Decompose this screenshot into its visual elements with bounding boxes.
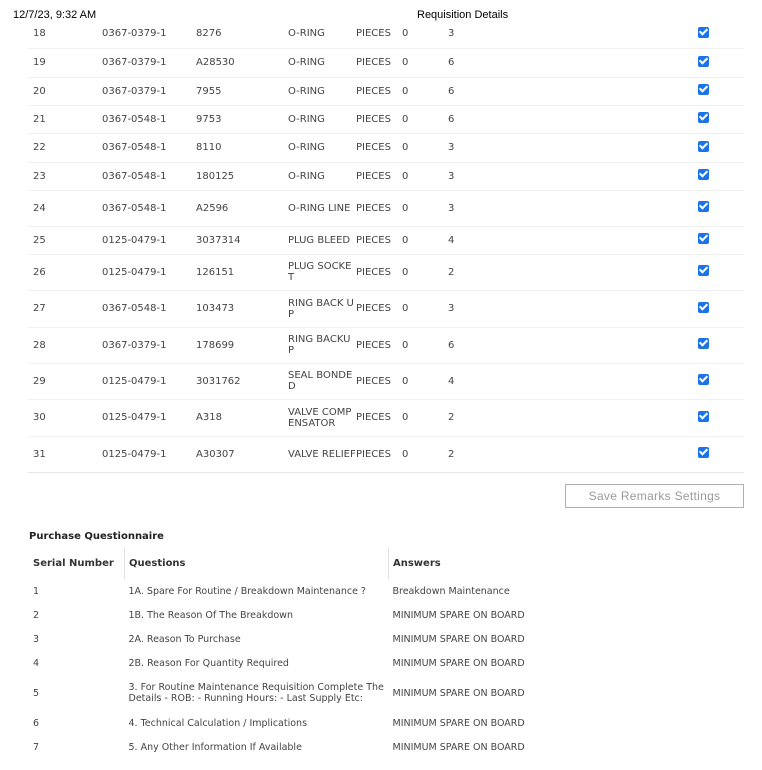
item-description: SEAL BONDED bbox=[288, 370, 353, 392]
questionnaire-question: 1A. Spare For Routine / Breakdown Maintenance ? bbox=[128, 585, 366, 597]
item-quantity: 6 bbox=[448, 85, 455, 97]
item-code: 0367-0548-1 bbox=[102, 142, 167, 153]
item-select-cell bbox=[694, 399, 744, 436]
item-stock: 0 bbox=[402, 266, 409, 278]
item-description: O-RING bbox=[288, 142, 325, 153]
questionnaire-serial: 7 bbox=[33, 741, 40, 753]
item-serial: 24 bbox=[33, 202, 46, 214]
item-select-checkbox[interactable] bbox=[698, 201, 709, 212]
item-serial: 23 bbox=[33, 170, 46, 182]
item-serial: 21 bbox=[33, 113, 46, 125]
purchase-questionnaire-title: Purchase Questionnaire bbox=[29, 531, 164, 542]
item-quantity: 3 bbox=[448, 28, 455, 40]
item-quantity: 6 bbox=[448, 113, 455, 125]
item-select-checkbox[interactable] bbox=[698, 338, 709, 349]
item-select-checkbox[interactable] bbox=[698, 233, 709, 244]
item-code: 0125-0479-1 bbox=[102, 266, 167, 278]
item-quantity: 4 bbox=[448, 234, 455, 246]
item-unit: PIECES bbox=[356, 339, 391, 351]
item-serial: 22 bbox=[33, 142, 46, 153]
questionnaire-serial: 3 bbox=[33, 633, 40, 645]
item-stock: 0 bbox=[402, 234, 409, 246]
questionnaire-row bbox=[29, 603, 529, 627]
item-serial: 19 bbox=[33, 57, 46, 68]
item-description: O-RING bbox=[288, 28, 325, 40]
item-stock: 0 bbox=[402, 448, 409, 460]
item-stock: 0 bbox=[402, 339, 409, 351]
item-stock: 0 bbox=[402, 202, 409, 214]
item-part-number: A28530 bbox=[196, 57, 235, 68]
item-description: PLUG BLEED bbox=[288, 234, 351, 246]
questionnaire-serial: 4 bbox=[33, 657, 40, 669]
item-part-number: A2596 bbox=[196, 202, 229, 214]
item-unit: PIECES bbox=[356, 85, 391, 97]
questionnaire-row bbox=[29, 711, 529, 735]
item-unit: PIECES bbox=[356, 448, 391, 460]
item-row bbox=[28, 162, 744, 190]
item-part-number: 178699 bbox=[196, 339, 235, 351]
item-part-number: 9753 bbox=[196, 113, 222, 125]
questionnaire-answer: MINIMUM SPARE ON BOARD bbox=[392, 657, 525, 669]
item-select-cell bbox=[694, 290, 744, 327]
item-quantity: 3 bbox=[448, 170, 455, 182]
item-unit: PIECES bbox=[356, 266, 391, 278]
questionnaire-answer: Breakdown Maintenance bbox=[392, 585, 510, 597]
item-serial: 26 bbox=[33, 266, 46, 278]
questionnaire-serial: 5 bbox=[33, 687, 40, 699]
questionnaire-question: 1B. The Reason Of The Breakdown bbox=[128, 609, 293, 621]
questionnaire-question: 2A. Reason To Purchase bbox=[128, 633, 241, 645]
item-row bbox=[28, 436, 744, 472]
item-description: O-RING LINE bbox=[288, 202, 351, 214]
item-quantity: 2 bbox=[448, 412, 455, 423]
item-quantity: 3 bbox=[448, 303, 455, 314]
item-unit: PIECES bbox=[356, 303, 391, 314]
questions-header: Questions bbox=[125, 547, 389, 579]
item-description: RING BACK UP bbox=[288, 297, 354, 320]
item-code: 0367-0548-1 bbox=[102, 303, 167, 314]
questionnaire-row bbox=[29, 579, 529, 603]
item-row bbox=[28, 105, 744, 133]
item-part-number: 7955 bbox=[196, 85, 222, 97]
item-part-number: 180125 bbox=[196, 170, 235, 182]
questionnaire-row bbox=[29, 735, 529, 759]
item-part-number: 103473 bbox=[196, 303, 235, 314]
item-stock: 0 bbox=[402, 28, 409, 40]
item-unit: PIECES bbox=[356, 170, 391, 182]
item-part-number: 3037314 bbox=[196, 234, 241, 246]
questionnaire-question: 5. Any Other Information If Available bbox=[128, 741, 302, 753]
item-row bbox=[28, 48, 744, 77]
questionnaire-answer: MINIMUM SPARE ON BOARD bbox=[392, 609, 525, 621]
item-stock: 0 bbox=[402, 85, 409, 97]
serial-number-header: Serial Number bbox=[33, 557, 114, 569]
item-part-number: 126151 bbox=[196, 266, 235, 278]
item-code: 0367-0548-1 bbox=[102, 202, 167, 214]
questionnaire-question: 3. For Routine Maintenance Requisition Complete The Details - ROB: - Running Hours: - Last Supply Etc: bbox=[128, 682, 384, 704]
item-select-checkbox[interactable] bbox=[698, 141, 709, 152]
questionnaire-answer: MINIMUM SPARE ON BOARD bbox=[392, 741, 525, 753]
item-unit: PIECES bbox=[356, 202, 391, 214]
questionnaire-row bbox=[29, 675, 529, 711]
item-quantity: 4 bbox=[448, 375, 455, 387]
questionnaire-row bbox=[29, 627, 529, 651]
item-description: O-RING bbox=[288, 57, 325, 68]
print-title: Requisition Details bbox=[417, 9, 509, 21]
item-unit: PIECES bbox=[356, 142, 391, 153]
item-code: 0125-0479-1 bbox=[102, 448, 167, 460]
item-select-cell bbox=[694, 77, 744, 105]
questionnaire-serial: 6 bbox=[33, 717, 40, 729]
item-stock: 0 bbox=[402, 57, 409, 68]
questionnaire-question: 4. Technical Calculation / Implications bbox=[128, 717, 308, 729]
item-description: RING BACKUP bbox=[288, 334, 351, 356]
questionnaire-row bbox=[29, 651, 529, 675]
item-code: 0125-0479-1 bbox=[102, 412, 167, 423]
item-row bbox=[28, 190, 744, 226]
questionnaire-question: 2B. Reason For Quantity Required bbox=[128, 657, 289, 669]
item-stock: 0 bbox=[402, 113, 409, 125]
item-select-cell bbox=[694, 133, 744, 162]
item-code: 0367-0548-1 bbox=[102, 170, 167, 182]
item-select-checkbox[interactable] bbox=[698, 265, 709, 276]
item-select-cell bbox=[694, 20, 744, 48]
questionnaire-header-row bbox=[29, 547, 529, 579]
item-row bbox=[28, 363, 744, 399]
item-serial: 29 bbox=[33, 375, 46, 387]
item-select-checkbox[interactable] bbox=[698, 112, 709, 123]
item-quantity: 6 bbox=[448, 339, 455, 351]
item-select-cell bbox=[694, 226, 744, 254]
item-part-number: A30307 bbox=[196, 448, 235, 460]
item-row bbox=[28, 133, 744, 162]
purchase-questionnaire-table bbox=[29, 547, 529, 759]
item-part-number: A318 bbox=[196, 412, 222, 423]
item-row bbox=[28, 290, 744, 327]
questionnaire-answer: MINIMUM SPARE ON BOARD bbox=[392, 633, 525, 645]
item-select-cell bbox=[694, 105, 744, 133]
questionnaire-serial: 2 bbox=[33, 609, 40, 621]
item-description: O-RING bbox=[288, 113, 325, 125]
item-stock: 0 bbox=[402, 142, 409, 153]
item-stock: 0 bbox=[402, 303, 409, 314]
item-description: O-RING bbox=[288, 85, 325, 97]
item-serial: 31 bbox=[33, 448, 46, 460]
item-description: O-RING bbox=[288, 170, 325, 182]
item-code: 0125-0479-1 bbox=[102, 375, 167, 387]
item-select-cell bbox=[694, 48, 744, 77]
item-serial: 18 bbox=[33, 28, 46, 40]
save-remarks-settings-button[interactable]: Save Remarks Settings bbox=[565, 484, 744, 508]
item-description: VALVE COMPENSATOR bbox=[288, 406, 352, 429]
item-select-checkbox[interactable] bbox=[698, 56, 709, 67]
requisition-items-table bbox=[28, 20, 744, 473]
item-select-cell bbox=[694, 436, 744, 472]
item-code: 0367-0548-1 bbox=[102, 113, 167, 125]
item-row bbox=[28, 254, 744, 290]
item-code: 0367-0379-1 bbox=[102, 57, 167, 68]
item-select-cell bbox=[694, 254, 744, 290]
item-serial: 28 bbox=[33, 339, 46, 351]
item-select-checkbox[interactable] bbox=[698, 27, 709, 38]
item-code: 0367-0379-1 bbox=[102, 339, 167, 351]
item-code: 0125-0479-1 bbox=[102, 234, 167, 246]
item-part-number: 8276 bbox=[196, 28, 222, 40]
item-stock: 0 bbox=[402, 170, 409, 182]
answers-header: Answers bbox=[389, 547, 530, 579]
item-select-cell bbox=[694, 327, 744, 363]
item-unit: PIECES bbox=[356, 113, 391, 125]
item-select-checkbox[interactable] bbox=[698, 447, 709, 458]
item-quantity: 2 bbox=[448, 266, 455, 278]
item-serial: 25 bbox=[33, 234, 46, 246]
item-unit: PIECES bbox=[356, 28, 391, 40]
item-quantity: 2 bbox=[448, 448, 455, 460]
item-unit: PIECES bbox=[356, 234, 391, 246]
item-select-checkbox[interactable] bbox=[698, 84, 709, 95]
item-serial: 20 bbox=[33, 85, 46, 97]
item-description: PLUG SOCKET bbox=[288, 261, 352, 283]
item-unit: PIECES bbox=[356, 375, 391, 387]
item-row bbox=[28, 399, 744, 436]
item-select-cell bbox=[694, 162, 744, 190]
item-description: VALVE RELIEF bbox=[288, 448, 356, 460]
item-serial: 30 bbox=[33, 412, 46, 423]
item-select-checkbox[interactable] bbox=[698, 411, 709, 422]
item-unit: PIECES bbox=[356, 57, 391, 68]
questionnaire-answer: MINIMUM SPARE ON BOARD bbox=[392, 717, 525, 729]
item-select-cell bbox=[694, 363, 744, 399]
item-row bbox=[28, 20, 744, 48]
item-quantity: 3 bbox=[448, 142, 455, 153]
questionnaire-serial: 1 bbox=[33, 585, 40, 597]
item-select-checkbox[interactable] bbox=[698, 169, 709, 180]
print-datetime: 12/7/23, 9:32 AM bbox=[13, 9, 97, 21]
item-select-checkbox[interactable] bbox=[698, 374, 709, 385]
item-unit: PIECES bbox=[356, 412, 391, 423]
item-quantity: 3 bbox=[448, 202, 455, 214]
item-select-checkbox[interactable] bbox=[698, 302, 709, 313]
item-serial: 27 bbox=[33, 303, 46, 314]
item-code: 0367-0379-1 bbox=[102, 28, 167, 40]
item-row bbox=[28, 226, 744, 254]
item-part-number: 3031762 bbox=[196, 375, 241, 387]
item-row bbox=[28, 327, 744, 363]
item-row bbox=[28, 77, 744, 105]
item-select-cell bbox=[694, 190, 744, 226]
item-quantity: 6 bbox=[448, 57, 455, 68]
item-code: 0367-0379-1 bbox=[102, 85, 167, 97]
questionnaire-answer: MINIMUM SPARE ON BOARD bbox=[392, 687, 525, 699]
item-stock: 0 bbox=[402, 375, 409, 387]
item-part-number: 8110 bbox=[196, 142, 222, 153]
item-stock: 0 bbox=[402, 412, 409, 423]
